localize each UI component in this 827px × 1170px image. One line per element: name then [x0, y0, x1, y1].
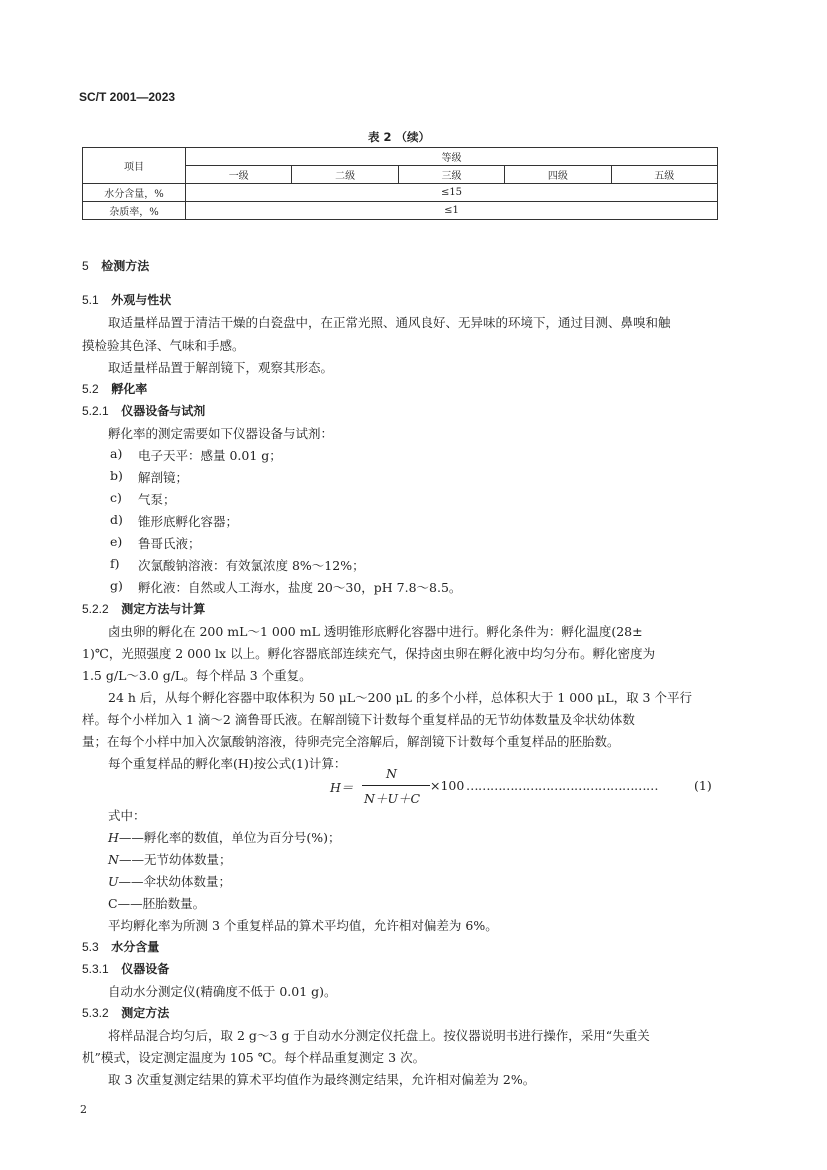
grade-1: 一级 — [186, 166, 292, 184]
section-number: 5.2.1 — [82, 404, 109, 418]
table-title: 表 2 （续） — [368, 130, 431, 144]
formula-number: (1) — [694, 778, 712, 793]
section-title: 检测方法 — [101, 259, 150, 273]
section-title: 仪器设备与试剂 — [121, 404, 206, 418]
section-title: 测定方法与计算 — [121, 602, 206, 616]
definition — [108, 872, 231, 890]
section-number: 5.3 — [82, 940, 99, 954]
list-item — [110, 578, 123, 593]
list-item — [110, 490, 122, 505]
section-number: 5.2 — [82, 382, 99, 396]
list-text: 锥形底孵化容器； — [138, 514, 239, 529]
section-title: 水分含量 — [111, 940, 160, 954]
definition-symbol: U — [108, 874, 119, 889]
paragraph: 24 h 后，从每个孵化容器中取体积为 50 μL～200 μL 的多个小样，总体积大于 1 000 μL，取 3 个平行 — [108, 690, 692, 705]
list-item — [110, 534, 122, 549]
section-5-heading — [82, 257, 149, 274]
paragraph: 孵化率的测定需要如下仪器设备与试剂： — [108, 426, 334, 441]
formula-denominator: N＋U＋C — [364, 791, 421, 806]
header-grade: 等级 — [186, 148, 718, 166]
section-number: 5.2.2 — [82, 602, 109, 616]
paragraph: 平均孵化率为所测 3 个重复样品的算术平均值，允许相对偏差为 6%。 — [108, 918, 498, 933]
section-5-3-2-heading — [82, 1004, 169, 1021]
paragraph: 卤虫卵的孵化在 200 mL～1 000 mL 透明锥形底孵化容器中进行。孵化条件为：孵化温度(28± — [108, 624, 643, 639]
section-5-2-1-heading — [82, 402, 205, 419]
list-mark: g) — [110, 578, 123, 593]
list-mark: a) — [110, 446, 123, 461]
page-number: 2 — [80, 1103, 87, 1116]
row-value: ≤15 — [186, 184, 718, 202]
list-item — [110, 468, 123, 483]
grade-table — [82, 147, 718, 220]
definition-dash: —— — [117, 896, 143, 911]
section-title: 孵化率 — [111, 382, 148, 396]
paragraph: 自动水分测定仪(精确度不低于 0.01 g)。 — [108, 984, 337, 999]
fraction-bar — [362, 785, 430, 786]
list-mark: d) — [110, 512, 123, 527]
section-5-1-heading — [82, 291, 171, 308]
list-text: 电子天平：感量 0.01 g； — [138, 448, 282, 463]
grade-2: 二级 — [292, 166, 398, 184]
section-number: 5.1 — [82, 293, 99, 307]
section-number: 5.3.2 — [82, 1006, 109, 1020]
list-item — [110, 512, 123, 527]
section-number: 5 — [82, 259, 89, 273]
list-text: 解剖镜； — [138, 470, 189, 485]
row-item: 水分含量，% — [83, 184, 186, 202]
section-number: 5.3.1 — [82, 962, 109, 976]
list-mark: b) — [110, 468, 123, 483]
standard-id: SC/T 2001—2023 — [79, 90, 176, 104]
paragraph-cont: 1)℃，光照强度 2 000 lx 以上。孵化容器底部连续充气，保持卤虫卵在孵化液中均匀分布。孵化密度为 — [82, 646, 656, 661]
list-mark: f) — [110, 556, 120, 571]
paragraph-cont: 量；在每个小样中加入次氯酸钠溶液，待卵壳完全溶解后，解剖镜下计数每个重复样品的胚胎数。 — [82, 734, 620, 749]
definition-dash: —— — [118, 852, 144, 867]
row-item: 杂质率，% — [83, 202, 186, 220]
definition-text: 无节幼体数量； — [143, 852, 232, 867]
section-5-2-heading — [82, 380, 147, 397]
definition-dash: —— — [118, 830, 144, 845]
section-5-3-1-heading — [82, 960, 169, 977]
formula-lhs: H＝ — [330, 780, 354, 795]
table-row — [83, 184, 718, 202]
row-value: ≤1 — [186, 202, 718, 220]
paragraph: 将样品混合均匀后，取 2 g～3 g 于自动水分测定仪托盘上。按仪器说明书进行操作，采用“失重关 — [108, 1028, 650, 1043]
definition-symbol: N — [108, 852, 119, 867]
paragraph: 每个重复样品的孵化率(H)按公式(1)计算： — [108, 756, 347, 771]
list-text: 孵化液：自然或人工海水，盐度 20～30，pH 7.8～8.5。 — [138, 580, 462, 595]
paragraph-cont: 样。每个小样加入 1 滴～2 滴鲁哥氏液。在解剖镜下计数每个重复样品的无节幼体数量及伞状幼体数 — [82, 712, 635, 727]
section-title: 测定方法 — [121, 1006, 170, 1020]
definition-text: 孵化率的数值，单位为百分号(%)； — [143, 830, 341, 845]
grade-5: 五级 — [611, 166, 717, 184]
section-5-3-heading — [82, 938, 159, 955]
section-title: 仪器设备 — [121, 962, 170, 976]
definition-symbol: C — [108, 896, 118, 911]
table-row — [83, 202, 718, 220]
grade-3: 三级 — [398, 166, 504, 184]
definition-symbol: H — [108, 830, 119, 845]
section-title: 外观与性状 — [111, 293, 172, 307]
paragraph-cont: 机”模式，设定测定温度为 105 ℃。每个样品重复测定 3 次。 — [82, 1050, 426, 1065]
paragraph-cont: 1.5 g/L～3.0 g/L。每个样品 3 个重复。 — [82, 668, 312, 683]
definition-text: 伞状幼体数量； — [143, 874, 232, 889]
definition — [108, 850, 231, 868]
header-item: 项目 — [83, 148, 186, 184]
paragraph: 取适量样品置于清洁干燥的白瓷盘中，在正常光照、通风良好、无异味的环境下，通过目测、鼻嗅和触 — [108, 315, 671, 330]
list-item — [110, 556, 120, 571]
where-label: 式中： — [108, 808, 146, 823]
list-mark: e) — [110, 534, 123, 549]
definition — [108, 828, 341, 846]
list-text: 鲁哥氏液； — [138, 536, 201, 551]
formula-multiplier: ×100 — [430, 778, 465, 793]
paragraph: 取适量样品置于解剖镜下，观察其形态。 — [108, 360, 334, 375]
list-item — [110, 446, 122, 461]
section-5-2-2-heading — [82, 600, 205, 617]
paragraph-cont: 摸检验其色泽、气味和手感。 — [82, 338, 245, 353]
definition-text: 胚胎数量。 — [142, 896, 206, 911]
definition — [108, 894, 205, 912]
paragraph: 取 3 次重复测定结果的算术平均值作为最终测定结果，允许相对偏差为 2%。 — [108, 1072, 536, 1087]
grade-4: 四级 — [505, 166, 611, 184]
list-text: 气泵； — [138, 492, 176, 507]
definition-dash: —— — [118, 874, 144, 889]
formula-numerator: N — [386, 766, 397, 781]
list-mark: c) — [110, 490, 122, 505]
formula-leader-dots: ………………………………………… — [466, 778, 658, 793]
list-text: 次氯酸钠溶液：有效氯浓度 8%～12%； — [138, 558, 365, 573]
